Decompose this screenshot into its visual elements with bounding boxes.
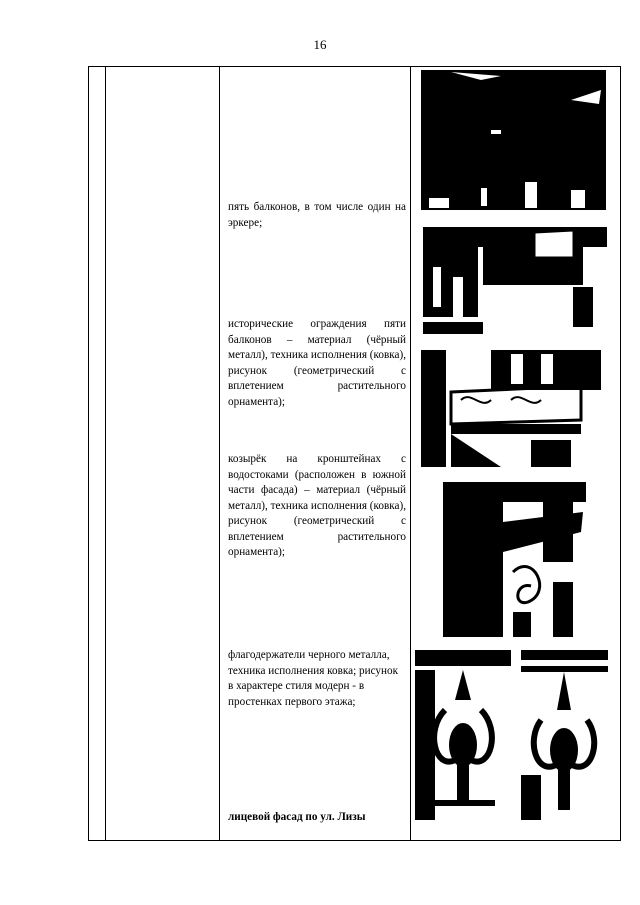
- balcony-railing-photo: [421, 350, 607, 467]
- flag-holder-photo-left: [415, 650, 511, 820]
- item-canopy: козырёк на кронштейнах с водостоками (расположен в южной части фасада) – материал (чёрный металл), техника исполнения (ковка), рисунок (геометрический с вплетением растительного орнамента);: [228, 453, 406, 558]
- bay-window-balcony-photo: [423, 227, 607, 334]
- page-number: 16: [313, 37, 327, 52]
- col-border-3: [219, 66, 220, 841]
- table-top-border: [88, 66, 621, 67]
- col-border-5: [620, 66, 621, 841]
- item-flag-holders: флагодержатели черного металла, техника исполнения ковка; рисунок в характере стиля модерн - в простенках первого этажа;: [228, 649, 399, 708]
- table-bottom-border: [88, 840, 621, 841]
- flag-holder-photo-right: [521, 650, 608, 820]
- col-border-1: [88, 66, 89, 841]
- item-balconies: пять балконов, в том числе один на эркере;: [228, 201, 406, 229]
- item-railings: исторические ограждения пяти балконов – материал (чёрный металл), техника исполнения (ковка), рисунок (геометрический с вплетением растительного орнамента);: [228, 318, 406, 408]
- facade-photo: [421, 70, 606, 210]
- col-border-4: [410, 66, 411, 841]
- item-facade-heading: лицевой фасад по ул. Лизы: [228, 811, 366, 823]
- canopy-bracket-photo: [443, 482, 586, 637]
- col-border-2: [105, 66, 106, 841]
